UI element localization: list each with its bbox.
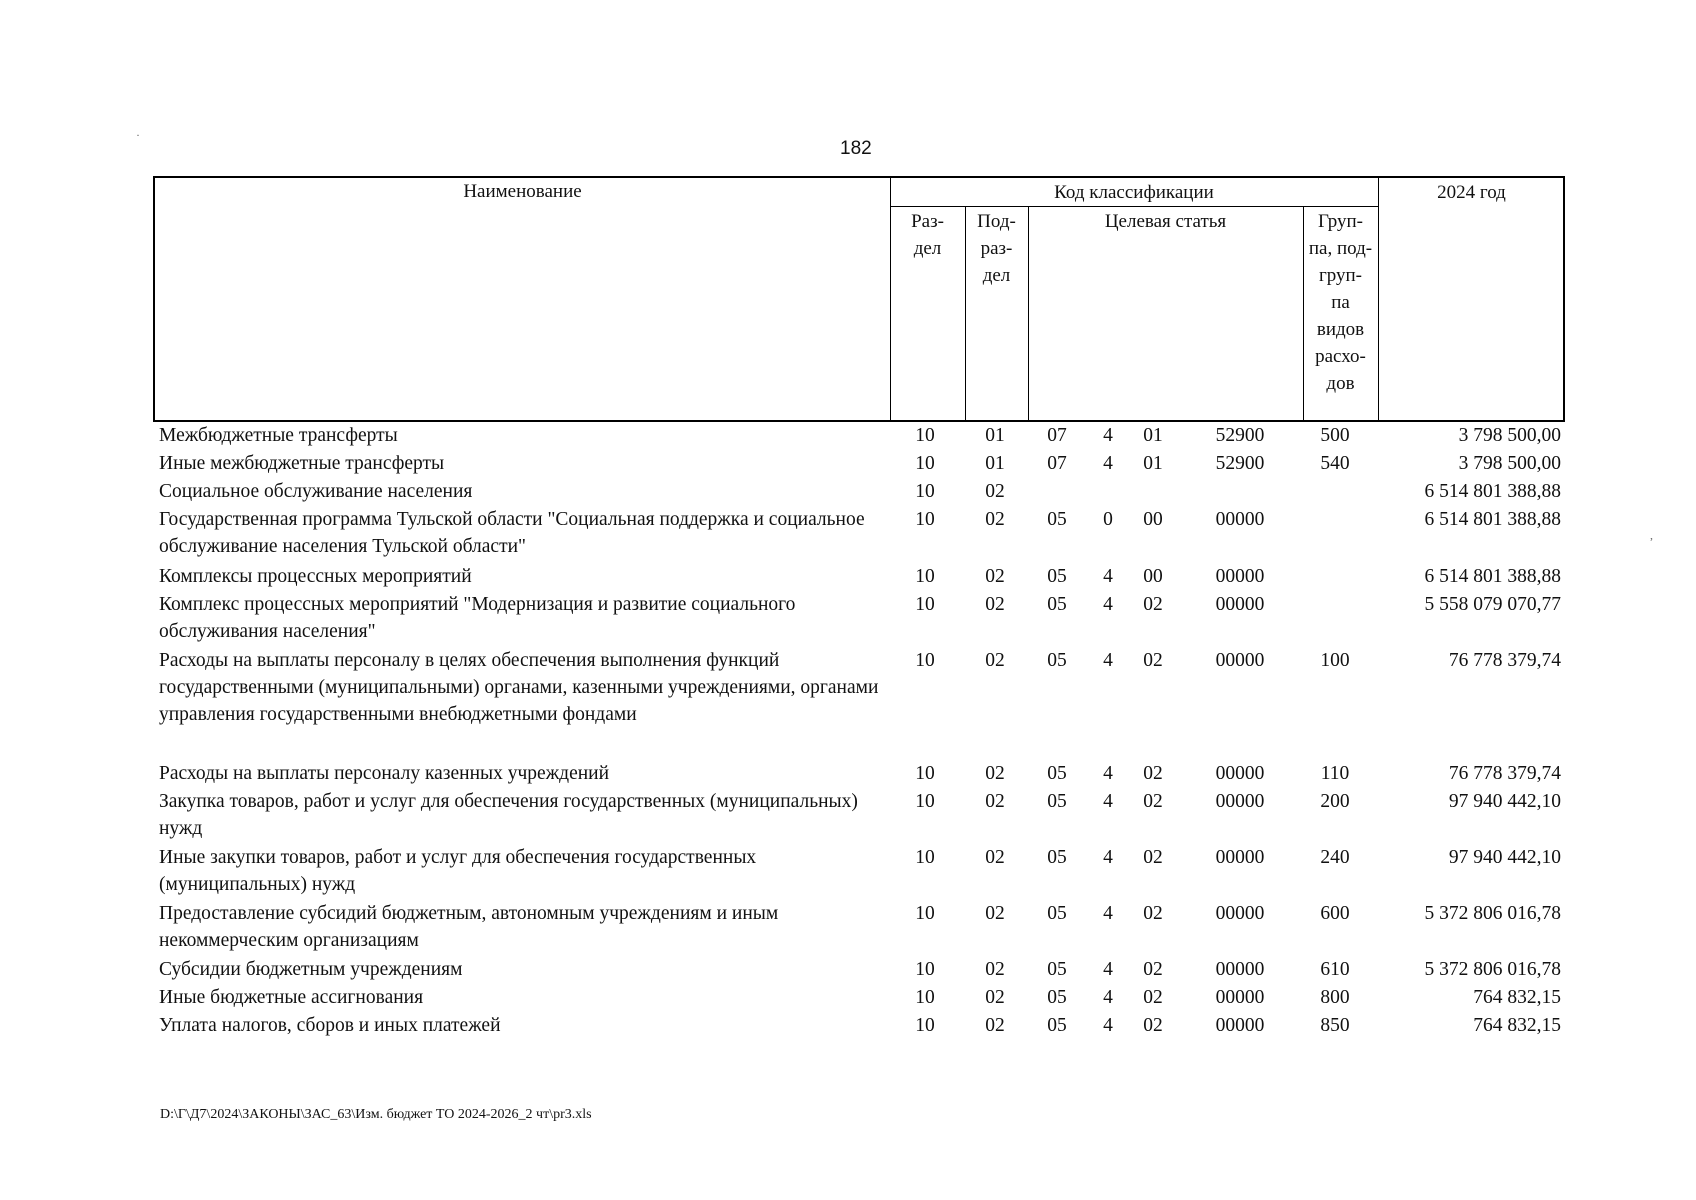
row-podrazdel: 02 [985, 847, 1005, 868]
row-cs1: 05 [1047, 847, 1067, 868]
row-cs4: 00000 [1215, 566, 1265, 587]
row-cs4: 52900 [1215, 425, 1265, 446]
row-amount: 5 372 806 016,78 [1424, 959, 1561, 980]
row-cs1: 05 [1047, 903, 1067, 924]
row-name: Иные бюджетные ассигнования [159, 987, 424, 1008]
row-podrazdel: 02 [985, 594, 1005, 615]
row-name: Иные межбюджетные трансферты [159, 453, 445, 474]
header-code-group: Код классификации [1054, 182, 1214, 203]
row-cs3: 01 [1143, 425, 1163, 446]
row-vr: 540 [1320, 453, 1350, 474]
row-name: Закупка товаров, работ и услуг для обеспечения государственных (муниципальных) нужд [159, 791, 858, 839]
row-amount: 3 798 500,00 [1458, 425, 1561, 446]
row-cs1: 05 [1047, 650, 1067, 671]
scan-mark: · [136, 128, 140, 142]
row-cs2: 4 [1103, 763, 1113, 784]
row-amount: 97 940 442,10 [1448, 847, 1561, 868]
row-cs3: 00 [1143, 509, 1163, 530]
row-podrazdel: 02 [985, 566, 1005, 587]
row-cs1: 05 [1047, 959, 1067, 980]
row-cs3: 02 [1143, 903, 1163, 924]
footer-path: D:\Г\Д7\2024\ЗАКОНЫ\ЗАС_63\Изм. бюджет ТО 2024-2026_2 чт\pr3.xls [160, 1107, 592, 1122]
row-cs2: 4 [1103, 847, 1113, 868]
row-amount: 3 798 500,00 [1458, 453, 1561, 474]
row-razdel: 10 [915, 425, 935, 446]
row-vr: 100 [1320, 650, 1350, 671]
row-vr: 500 [1320, 425, 1350, 446]
row-cs1: 05 [1047, 509, 1067, 530]
row-name: Уплата налогов, сборов и иных платежей [159, 1015, 501, 1036]
row-cs3: 02 [1143, 791, 1163, 812]
row-podrazdel: 02 [985, 481, 1005, 502]
row-name: Государственная программа Тульской области "Социальная поддержка и социальное обслуживание населения Тульской области" [159, 509, 865, 557]
row-razdel: 10 [915, 594, 935, 615]
row-amount: 97 940 442,10 [1448, 791, 1561, 812]
row-razdel: 10 [915, 566, 935, 587]
row-cs3: 02 [1143, 959, 1163, 980]
row-name: Иные закупки товаров, работ и услуг для обеспечения государственных (муниципальных) нужд [159, 847, 757, 895]
row-cs4: 00000 [1215, 959, 1265, 980]
row-name: Расходы на выплаты персоналу казенных учреждений [159, 763, 610, 784]
row-vr: 600 [1320, 903, 1350, 924]
header-year: 2024 год [1437, 182, 1506, 203]
row-name: Предоставление субсидий бюджетным, автономным учреждениям и иным некоммерческим организациям [159, 903, 779, 951]
row-cs3: 02 [1143, 987, 1163, 1008]
row-podrazdel: 02 [985, 650, 1005, 671]
row-cs2: 4 [1103, 987, 1113, 1008]
row-cs4: 00000 [1215, 847, 1265, 868]
row-podrazdel: 02 [985, 1015, 1005, 1036]
row-cs3: 00 [1143, 566, 1163, 587]
row-podrazdel: 02 [985, 763, 1005, 784]
row-cs4: 00000 [1215, 987, 1265, 1008]
row-cs3: 01 [1143, 453, 1163, 474]
row-razdel: 10 [915, 453, 935, 474]
header-podrazdel: Под- раз- дел [977, 211, 1016, 286]
row-amount: 76 778 379,74 [1448, 763, 1561, 784]
row-vr: 200 [1320, 791, 1350, 812]
row-amount: 5 558 079 070,77 [1424, 594, 1561, 615]
scan-mark: , [1650, 528, 1653, 542]
row-cs4: 00000 [1215, 903, 1265, 924]
row-cs3: 02 [1143, 1015, 1163, 1036]
row-amount: 6 514 801 388,88 [1424, 566, 1561, 587]
row-cs1: 05 [1047, 791, 1067, 812]
row-cs2: 4 [1103, 566, 1113, 587]
row-cs2: 4 [1103, 903, 1113, 924]
header-celevaya: Целевая статья [1104, 211, 1227, 232]
row-cs2: 4 [1103, 1015, 1113, 1036]
row-amount: 6 514 801 388,88 [1424, 481, 1561, 502]
row-razdel: 10 [915, 959, 935, 980]
row-razdel: 10 [915, 791, 935, 812]
row-amount: 764 832,15 [1473, 1015, 1561, 1036]
header-razdel: Раз- дел [911, 211, 944, 259]
row-name: Комплекс процессных мероприятий "Модернизация и развитие социального обслуживания населения" [159, 594, 796, 642]
row-cs1: 07 [1047, 425, 1067, 446]
row-name: Комплексы процессных мероприятий [159, 566, 472, 587]
row-cs4: 00000 [1215, 791, 1265, 812]
row-cs3: 02 [1143, 650, 1163, 671]
divider [1378, 178, 1379, 420]
row-vr: 800 [1320, 987, 1350, 1008]
row-cs1: 05 [1047, 763, 1067, 784]
page-number: 182 [840, 138, 872, 159]
row-razdel: 10 [915, 847, 935, 868]
row-cs2: 4 [1103, 594, 1113, 615]
row-podrazdel: 02 [985, 903, 1005, 924]
row-vr: 240 [1320, 847, 1350, 868]
row-cs1: 05 [1047, 1015, 1067, 1036]
row-cs2: 4 [1103, 959, 1113, 980]
row-cs4: 52900 [1215, 453, 1265, 474]
row-vr: 610 [1320, 959, 1350, 980]
row-cs1: 07 [1047, 453, 1067, 474]
row-name: Межбюджетные трансферты [159, 425, 398, 446]
row-vr: 110 [1320, 763, 1350, 784]
row-cs3: 02 [1143, 763, 1163, 784]
header-gruppa: Груп- па, под- груп- па видов расхо- дов [1308, 211, 1373, 394]
row-cs3: 02 [1143, 594, 1163, 615]
table-header [153, 176, 1565, 422]
row-cs2: 0 [1103, 509, 1113, 530]
row-cs4: 00000 [1215, 1015, 1265, 1036]
row-name: Расходы на выплаты персоналу в целях обеспечения выполнения функций государственными (муниципальными) органами, казенными учреждениями, органами управления государственными внебюджетными фондами [159, 650, 879, 725]
row-vr: 850 [1320, 1015, 1350, 1036]
row-razdel: 10 [915, 763, 935, 784]
row-razdel: 10 [915, 509, 935, 530]
row-podrazdel: 02 [985, 791, 1005, 812]
row-razdel: 10 [915, 903, 935, 924]
divider [890, 206, 1378, 207]
row-cs4: 00000 [1215, 594, 1265, 615]
row-cs2: 4 [1103, 425, 1113, 446]
row-razdel: 10 [915, 481, 935, 502]
row-cs1: 05 [1047, 594, 1067, 615]
row-razdel: 10 [915, 987, 935, 1008]
row-podrazdel: 01 [985, 425, 1005, 446]
row-amount: 5 372 806 016,78 [1424, 903, 1561, 924]
row-razdel: 10 [915, 650, 935, 671]
row-podrazdel: 02 [985, 509, 1005, 530]
divider [1028, 206, 1029, 420]
row-podrazdel: 02 [985, 987, 1005, 1008]
row-cs4: 00000 [1215, 509, 1265, 530]
row-amount: 76 778 379,74 [1448, 650, 1561, 671]
row-podrazdel: 02 [985, 959, 1005, 980]
row-amount: 764 832,15 [1473, 987, 1561, 1008]
row-cs1: 05 [1047, 566, 1067, 587]
row-cs3: 02 [1143, 847, 1163, 868]
header-name: Наименование [463, 181, 582, 202]
row-amount: 6 514 801 388,88 [1424, 509, 1561, 530]
row-cs4: 00000 [1215, 650, 1265, 671]
row-cs2: 4 [1103, 791, 1113, 812]
row-cs4: 00000 [1215, 763, 1265, 784]
row-cs1: 05 [1047, 987, 1067, 1008]
row-cs2: 4 [1103, 650, 1113, 671]
row-cs2: 4 [1103, 453, 1113, 474]
row-podrazdel: 01 [985, 453, 1005, 474]
row-razdel: 10 [915, 1015, 935, 1036]
row-name: Социальное обслуживание населения [159, 481, 473, 502]
row-name: Субсидии бюджетным учреждениям [159, 959, 463, 980]
